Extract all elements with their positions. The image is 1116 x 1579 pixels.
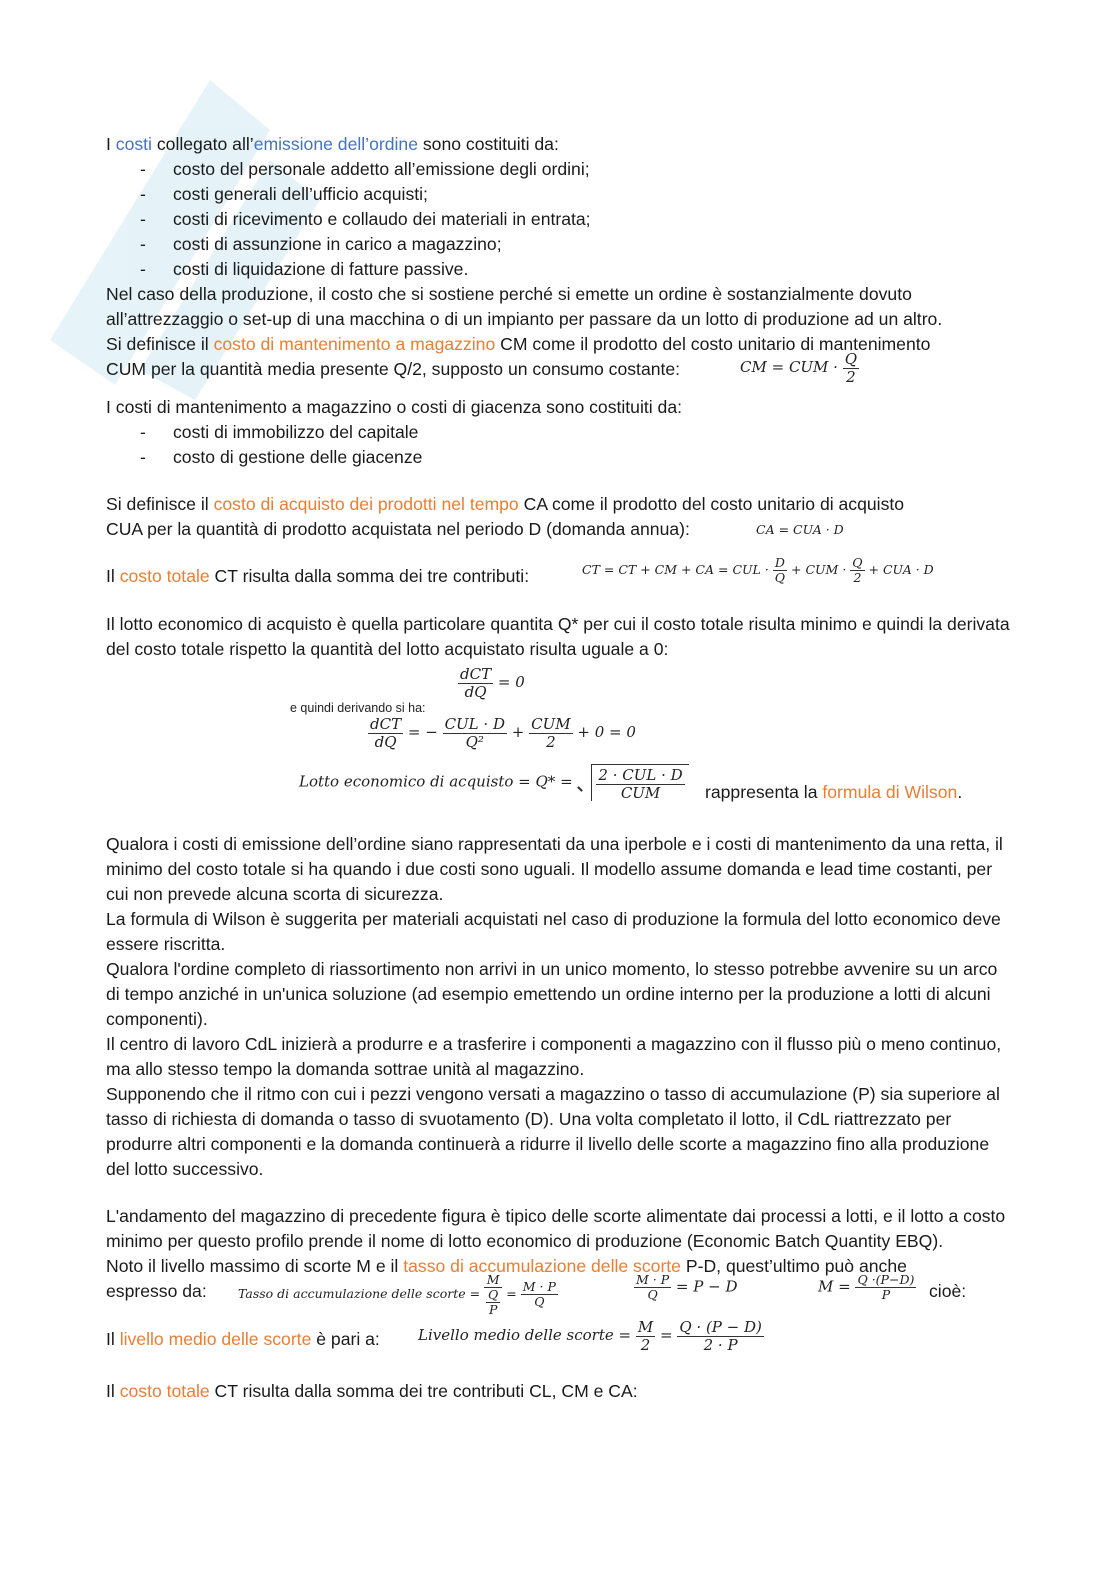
list-costi-ordine [106, 157, 1011, 282]
formula-mp: $\frac{M \cdot P}{Q}$ = P − D [636, 1272, 738, 1302]
formula-ca: CA = CUA · D [756, 522, 844, 537]
list-item: - costi generali dell’ufficio acquisti; [106, 182, 1011, 207]
para-wilson-produzione: La formula di Wilson è suggerita per materiali acquistati nel caso di produzione la formula del lotto economico deve essere riscritta. [106, 909, 1001, 954]
highlight-tasso: tasso di accumulazione delle scorte [403, 1256, 681, 1276]
para-acquisto-line2: CUA per la quantità di prodotto acquistata nel periodo D (domanda annua): [106, 519, 690, 539]
para-lotto-economico: Il lotto economico di acquisto è quella particolare quantita Q* per cui il costo totale risulta minimo e quindi la derivata del costo totale rispetto la quantità del lotto acquistato risulta uguale a 0: [106, 614, 1010, 659]
para-produzione: Nel caso della produzione, il costo che si sostiene perché si emette un ordine è sostanzialmente dovuto all’attrezzaggio o set-up di una macchina o di un impianto per passare da un lotto di produzione ad un altro. [106, 284, 943, 329]
para-tasso-accumulazione: Noto il livello massimo di scorte M e il tasso di accumulazione delle scorte P-D, quest’ultimo può anche [106, 1256, 907, 1276]
list-item: - costo del personale addetto all’emissione degli ordini; [106, 157, 1011, 182]
para-mantenimento: Si definisce il costo di mantenimento a magazzino CM come il prodotto del costo unitario di mantenimento [106, 334, 931, 354]
formula-m: M = $\frac{Q \cdot(P-D)}{P}$ [818, 1272, 915, 1302]
highlight-acquisto: costo di acquisto dei prodotti nel tempo [213, 494, 519, 514]
formula-tasso: Tasso di accumulazione delle scorte = $\frac{M}{\frac{Q}{P}}$ = $\frac{M \cdot P}{Q}$ [238, 1272, 556, 1317]
highlight-emissione-ordine: emissione dell’ordine [253, 134, 418, 154]
formula-derivata: $\frac{\text{dCT}}{dQ}$ = 0 [460, 665, 525, 701]
highlight-livello-medio: livello medio delle scorte [119, 1329, 312, 1349]
para-costi-ordine: I costi collegato all’emissione dell’ordine sono costituiti da: [106, 134, 559, 154]
para-ebq: L'andamento del magazzino di precedente figura è tipico delle scorte alimentate dai processi a lotti, e il lotto a costo minimo per questo profilo prende il nome di lotto economico di produzione (Economic Batch Quantity EBQ). [106, 1206, 1006, 1251]
para-giacenza: I costi di mantenimento a magazzino o costi di giacenza sono costituiti da: [106, 397, 683, 417]
derivation-block [106, 662, 1011, 812]
para-ritmo: Supponendo che il ritmo con cui i pezzi vengono versati a magazzino o tasso di accumulazione (P) sia superiore al tasso di richiesta di domanda o tasso di svuotamento (D). Una volta completato il lotto, il CdL riattrezzato per produrre altri componenti e la domanda continuerà a ridurre il livello delle scorte a magazzino fino alla produzione del lotto successivo. [106, 1084, 1000, 1179]
formula-ct: CT = CT + CM + CA = CUL · $\frac{D}{Q}$ + CUM · $\frac{Q}{2}$ + CUA · D [582, 555, 934, 585]
list-item: - costi di immobilizzo del capitale [106, 420, 1011, 445]
para-iperbole: Qualora i costi di emissione dell’ordine siano rappresentati da una iperbole e i costi di mantenimento da una retta, il minimo del costo totale si ha quando i due costi sono uguali. Il modello assume domanda e lead time costanti, per cui non prevede alcuna scorta di sicurezza. [106, 834, 1003, 904]
list-giacenza [106, 420, 1011, 470]
para-riassortimento: Qualora l'ordine completo di riassortimento non arrivi in un unico momento, lo stesso potrebbe avvenire su un arco di tempo anziché in un'unica soluzione (ad esempio emettendo un ordine interno per la produzione a lotti di alcuni componenti). [106, 959, 998, 1029]
para-costo-totale-finale: Il costo totale CT risulta dalla somma dei tre contributi CL, CM e CA: [106, 1381, 638, 1401]
para-mantenimento-line2: CUM per la quantità media presente Q/2, supposto un consumo costante: [106, 359, 681, 379]
highlight-costo-totale: costo totale [119, 566, 210, 586]
para-acquisto: Si definisce il costo di acquisto dei prodotti nel tempo CA come il prodotto del costo unitario di acquisto [106, 494, 905, 514]
list-item: - costo di gestione delle giacenze [106, 445, 1011, 470]
para-costo-totale: Il costo totale CT risulta dalla somma dei tre contributi: [106, 566, 530, 586]
list-item: - costi di ricevimento e collaudo dei materiali in entrata; [106, 207, 1011, 232]
para-centro-lavoro: Il centro di lavoro CdL inizierà a produrre e a trasferire i componenti a magazzino con il flusso più o meno continuo, ma allo stesso tempo la domanda sottrae unità al magazzino. [106, 1034, 1002, 1079]
cioe-label: cioè: [929, 1281, 967, 1301]
highlight-costo-totale-2: costo totale [119, 1381, 210, 1401]
formula-cm: CM = CUM · $\frac{Q}{2}$ [740, 350, 858, 386]
formula-wilson: Lotto economico di acquisto = Q* = $\frac{\text{2 · CUL · D}}{\text{CUM}}$ [299, 764, 689, 801]
wilson-caption: rappresenta la formula di Wilson. [705, 782, 963, 802]
list-item: - costi di assunzione in carico a magazzino; [106, 232, 1011, 257]
highlight-mantenimento: costo di mantenimento a magazzino [213, 334, 496, 354]
highlight-costi: costi [115, 134, 152, 154]
document-body [106, 132, 1011, 1404]
derivation-label: e quindi derivando si ha: [290, 701, 426, 715]
para-livello-medio: Il livello medio delle scorte è pari a: [106, 1329, 380, 1349]
para-tasso-line2: espresso da: [106, 1281, 207, 1301]
highlight-wilson: formula di Wilson [822, 782, 958, 802]
formula-derivata-espansa: $\frac{\text{dCT}}{dQ}$ = − $\frac{\text{CUL · D}}{\text{Q²}}$ + $\frac{\text{CUM}}{2}$ + 0 = 0 [370, 715, 636, 751]
list-item: - costi di liquidazione di fatture passive. [106, 257, 1011, 282]
formula-livello-medio: Livello medio delle scorte = $\frac{M}{2}$ = $\frac{Q \cdot (P - D)}{2 \cdot P}$ [418, 1318, 762, 1354]
